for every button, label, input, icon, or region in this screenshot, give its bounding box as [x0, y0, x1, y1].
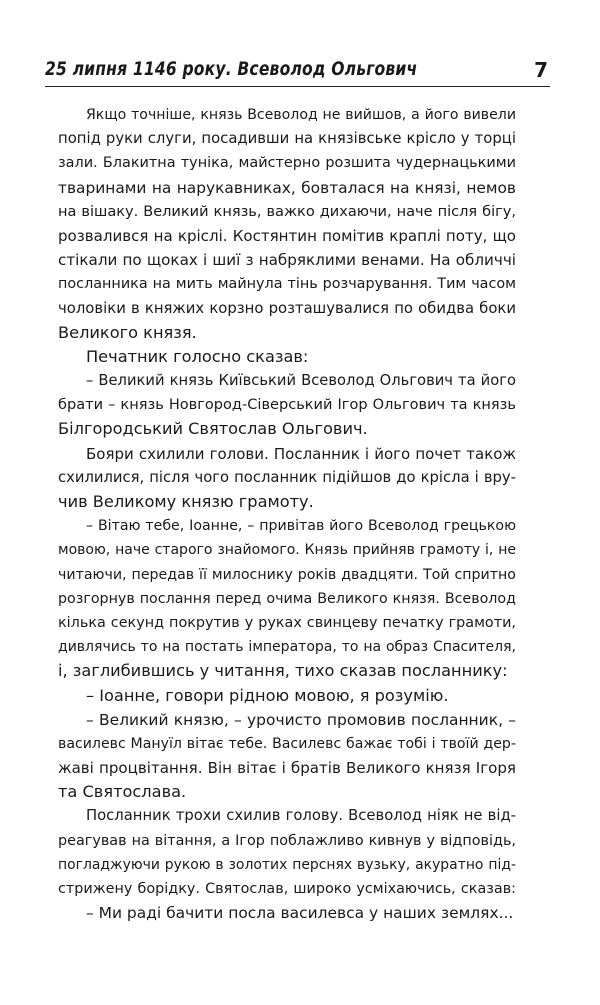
text-line: посланника на мить майнула тінь розчарування. Тим часом — [58, 276, 516, 293]
text-line: і, заглибившись у читання, тихо сказав посланнику: — [58, 661, 508, 681]
text-line: Великого князя. — [58, 322, 197, 342]
text-line: дивлячись то на постать імператора, то на образ Спасителя, — [58, 639, 516, 656]
text-line: брати – князь Новгород-Сіверський Ігор Ольгович та князь — [58, 396, 516, 414]
text-line: та Святослава. — [58, 782, 187, 802]
text-line: Якщо точніше, князь Всеволод не вийшов, а його вивели — [86, 107, 516, 123]
text-line: реагував на вітання, а Ігор поблажливо кивнув у відповідь, — [58, 832, 516, 849]
text-line: схилилися, після чого посланник підійшов до крісла і вру- — [58, 468, 516, 486]
chapter-title: 25 липня 1146 року. Всеволод Ольгович — [45, 58, 418, 80]
text-line: Бояри схилили голови. Посланник і його почет також — [86, 444, 516, 463]
text-line: стікали по щоках і шиї з набряклими венами. На обличчі — [58, 251, 516, 270]
text-line: кілька секунд покрутив у руках свинцеву печатку грамоти, — [58, 614, 516, 631]
text-line: Білгородський Святослав Ольгович. — [58, 419, 368, 439]
text-line: чоловіки в княжих корзно розташувалися по обидва боки — [58, 299, 516, 317]
text-line: тваринами на нарукавниках, бовталася на князі, немов — [58, 178, 516, 197]
text-line: розвалився на кріслі. Костянтин помітив краплі поту, що — [58, 226, 516, 245]
text-line: погладжуючи рукою в золотих перснях вузьку, акуратно під- — [58, 856, 516, 873]
text-line: – Ми раді бачити посла василевса у наших землях... — [86, 904, 514, 923]
text-line: мовою, наче старого знайомого. Князь прийняв грамоту і, не — [58, 542, 516, 559]
text-line: – Іоанне, говори рідною мовою, я розумію. — [86, 685, 449, 705]
text-line: попід руки слуги, посадивши на князівське крісло у торці — [58, 130, 516, 148]
text-line: – Вітаю тебе, Іоанне, – привітав його Всеволод грецькою — [86, 518, 516, 535]
text-line: читаючи, передав її милоснику років двадцяти. Той спритно — [58, 566, 516, 583]
text-line: жаві процвітання. Він вітає і братів Великого князя Ігоря — [58, 759, 516, 778]
text-line: Посланник трохи схилив голову. Всеволод ніяк не від- — [86, 807, 516, 825]
running-header — [45, 52, 550, 87]
text-line: на вішаку. Великий князь, важко дихаючи, наче після бігу, — [58, 203, 516, 220]
text-line: Печатник голосно сказав: — [86, 346, 309, 366]
page-number: 7 — [534, 58, 548, 82]
text-line: василевс Мануїл вітає тебе. Василевс бажає тобі і твоїй дер- — [58, 735, 516, 752]
text-line: – Великий князю, – урочисто промовив посланник, – — [86, 710, 516, 729]
text-line: – Великий князь Київський Всеволод Ольгович та його — [86, 372, 516, 390]
text-line: стрижену борідку. Святослав, широко усміхаючись, сказав: — [58, 881, 516, 897]
text-line: розгорнув послання перед очима Великого князя. Всеволод — [58, 590, 516, 607]
text-line: зали. Блакитна туніка, майстерно розшита чудернацькими — [58, 155, 516, 172]
body-text — [58, 103, 516, 925]
text-line: чив Великому князю грамоту. — [58, 492, 314, 511]
